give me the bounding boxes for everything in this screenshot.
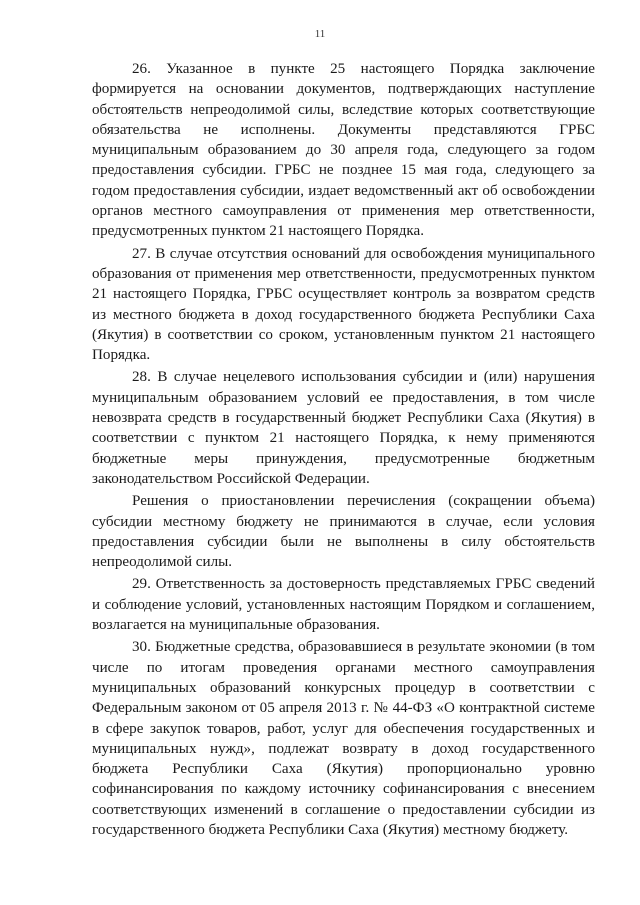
paragraph-28: 28. В случае нецелевого использования субсидии и (или) нарушения муниципальным образованием условий ее предоставления, в том числе невозврата средств в государственный бюджет Республики Саха (Якутия) в соответствии с пунктом 21 настоящего Порядка, к нему применяются бюджетные меры принуждения, предусмотренные бюджетным законодательством Российской Федерации. (92, 369, 595, 487)
document-body (92, 59, 595, 842)
paragraph-28-decisions: Решения о приостановлении перечисления (сокращении объема) субсидии местному бюджету не принимаются в случае, если условия предоставления субсидии были не выполнены в силу обстоятельств непреодолимой силы. (92, 493, 595, 571)
paragraph-29: 29. Ответственность за достоверность представляемых ГРБС сведений и соблюдение условий, установленных настоящим Порядком и соглашением, возлагается на муниципальные образования. (92, 576, 595, 634)
page-number: 11 (314, 28, 326, 40)
paragraph-30: 30. Бюджетные средства, образовавшиеся в результате экономии (в том числе по итогам проведения органами местного самоуправления муниципальных образований конкурсных процедур в соответствии с Федеральным законом от 05 апреля 2013 г. № 44-ФЗ «О контрактной системе в сфере закупок товаров, работ, услуг для обеспечения государственных и муниципальных нужд», подлежат возврату в доход государственного бюджета Республики Саха (Якутия) пропорционально уровню софинансирования по каждому источнику софинансирования с внесением соответствующих изменений в соглашение о предоставлении субсидии из государственного бюджета Республики Саха (Якутия) местному бюджету. (92, 639, 595, 838)
paragraph-26: 26. Указанное в пункте 25 настоящего Порядка заключение формируется на основании документов, подтверждающих наступление обстоятельств непреодолимой силы, вследствие которых соответствующие обязательства не исполнены. Документы представляются ГРБС муниципальным образованием до 30 апреля года, следующего за годом предоставления субсидии. ГРБС не позднее 15 мая года, следующего за годом предоставления субсидии, издает ведомственный акт об освобождении органов местного самоуправления от применения мер ответственности, предусмотренных пунктом 21 настоящего Порядка. (92, 61, 595, 240)
paragraph-27: 27. В случае отсутствия оснований для освобождения муниципального образования от применения мер ответственности, предусмотренных пунктом 21 настоящего Порядка, ГРБС осуществляет контроль за возвратом средств из местного бюджета в доход государственного бюджета Республики Саха (Якутия) в соответствии со сроком, установленным пунктом 21 настоящего Порядка. (92, 245, 595, 364)
